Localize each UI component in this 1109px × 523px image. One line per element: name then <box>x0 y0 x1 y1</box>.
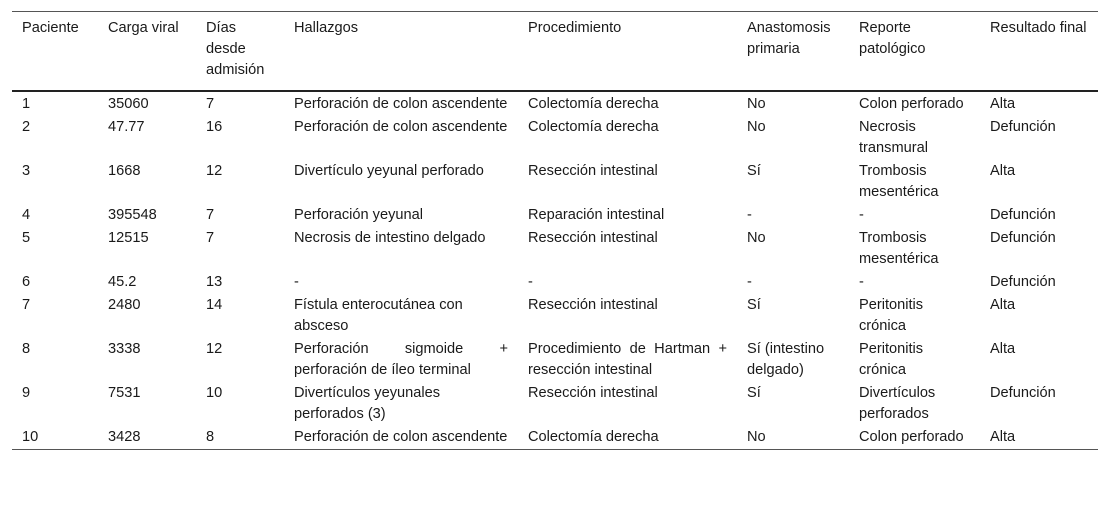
cell-dias: 10 <box>206 385 223 401</box>
cell-reporte: - <box>859 207 864 223</box>
cell-procedimiento: Resección intestinal <box>528 230 658 246</box>
cell-resultado: Alta <box>990 96 1016 112</box>
cell-resultado: Defunción <box>990 119 1056 135</box>
cell-hallazgos: Divertículos yeyunales perforados (3) <box>294 385 441 422</box>
header-procedimiento: Procedimiento <box>528 20 622 36</box>
cell-anastomosis: No <box>747 96 766 112</box>
cell-paciente: 10 <box>22 429 39 445</box>
table-row <box>12 116 1098 160</box>
header-anastomosis-primaria: Anastomosis primaria <box>747 20 831 57</box>
cell-anastomosis: - <box>747 207 752 223</box>
cell-dias: 16 <box>206 119 223 135</box>
cell-reporte: Peritonitis crónica <box>859 297 924 334</box>
table-row <box>12 382 1098 426</box>
cell-reporte: Necrosis transmural <box>859 119 928 156</box>
header-dias-desde-admision: Días desde admisión <box>206 20 265 78</box>
cell-hallazgos: Perforación de colon ascendente <box>294 429 508 445</box>
cell-procedimiento: Colectomía derecha <box>528 96 659 112</box>
cell-procedimiento: Colectomía derecha <box>528 119 659 135</box>
cell-reporte: Divertículos perforados <box>859 385 936 422</box>
cell-carga-viral: 2480 <box>108 297 141 313</box>
cell-dias: 13 <box>206 274 223 290</box>
cell-carga-viral: 12515 <box>108 230 149 246</box>
cell-reporte: Colon perforado <box>859 96 964 112</box>
header-reporte-patologico: Reporte patológico <box>859 20 926 57</box>
header-paciente: Paciente <box>22 20 79 36</box>
cell-paciente: 2 <box>22 119 31 135</box>
cell-anastomosis: - <box>747 274 752 290</box>
cell-anastomosis: Sí <box>747 297 761 313</box>
cell-procedimiento: Resección intestinal <box>528 297 658 313</box>
table-row <box>12 91 1098 116</box>
table-row <box>12 426 1098 450</box>
cell-procedimiento: - <box>528 274 533 290</box>
cell-anastomosis: No <box>747 429 766 445</box>
cell-resultado: Alta <box>990 297 1016 313</box>
table-row <box>12 294 1098 338</box>
cell-dias: 12 <box>206 163 223 179</box>
cell-hallazgos: Perforación sigmoide + perforación de íleo terminal <box>294 341 508 378</box>
header-hallazgos: Hallazgos <box>294 20 359 36</box>
cell-hallazgos: Perforación de colon ascendente <box>294 119 508 135</box>
cell-carga-viral: 7531 <box>108 385 141 401</box>
cell-carga-viral: 47.77 <box>108 119 145 135</box>
cell-resultado: Defunción <box>990 230 1056 246</box>
cell-reporte: Colon perforado <box>859 429 964 445</box>
cell-reporte: Peritonitis crónica <box>859 341 924 378</box>
table-header-row <box>12 12 1098 92</box>
cell-procedimiento: Procedimiento de Hartman + resección intestinal <box>528 341 727 378</box>
cell-resultado: Alta <box>990 429 1016 445</box>
results-table-container <box>12 11 1098 450</box>
cell-procedimiento: Colectomía derecha <box>528 429 659 445</box>
cell-anastomosis: No <box>747 119 766 135</box>
cell-reporte: Trombosis mesentérica <box>859 163 939 200</box>
cell-dias: 7 <box>206 96 215 112</box>
cell-anastomosis: Sí <box>747 385 761 401</box>
cell-carga-viral: 3428 <box>108 429 141 445</box>
cell-anastomosis: No <box>747 230 766 246</box>
cell-paciente: 4 <box>22 207 31 223</box>
cell-dias: 8 <box>206 429 215 445</box>
table-row <box>12 271 1098 294</box>
cell-hallazgos: - <box>294 274 299 290</box>
cell-resultado: Defunción <box>990 274 1056 290</box>
patients-table <box>12 11 1098 450</box>
table-row <box>12 338 1098 382</box>
cell-reporte: - <box>859 274 864 290</box>
cell-reporte: Trombosis mesentérica <box>859 230 939 267</box>
cell-hallazgos: Perforación de colon ascendente <box>294 96 508 112</box>
cell-anastomosis: Sí (intestino delgado) <box>747 341 825 378</box>
cell-paciente: 3 <box>22 163 31 179</box>
cell-carga-viral: 3338 <box>108 341 141 357</box>
cell-hallazgos: Divertículo yeyunal perforado <box>294 163 484 179</box>
table-row <box>12 227 1098 271</box>
cell-resultado: Defunción <box>990 385 1056 401</box>
cell-procedimiento: Reparación intestinal <box>528 207 665 223</box>
cell-carga-viral: 1668 <box>108 163 141 179</box>
cell-anastomosis: Sí <box>747 163 761 179</box>
cell-procedimiento: Resección intestinal <box>528 385 658 401</box>
cell-hallazgos: Necrosis de intestino delgado <box>294 230 486 246</box>
cell-resultado: Alta <box>990 341 1016 357</box>
cell-dias: 14 <box>206 297 223 313</box>
cell-paciente: 5 <box>22 230 31 246</box>
cell-paciente: 9 <box>22 385 31 401</box>
cell-dias: 12 <box>206 341 223 357</box>
cell-resultado: Defunción <box>990 207 1056 223</box>
cell-paciente: 6 <box>22 274 31 290</box>
cell-carga-viral: 45.2 <box>108 274 137 290</box>
cell-resultado: Alta <box>990 163 1016 179</box>
cell-procedimiento: Resección intestinal <box>528 163 658 179</box>
cell-paciente: 1 <box>22 96 31 112</box>
header-carga-viral: Carga viral <box>108 20 179 36</box>
header-resultado-final: Resultado final <box>990 20 1087 36</box>
cell-dias: 7 <box>206 230 215 246</box>
cell-carga-viral: 35060 <box>108 96 149 112</box>
cell-hallazgos: Perforación yeyunal <box>294 207 423 223</box>
cell-dias: 7 <box>206 207 215 223</box>
cell-carga-viral: 395548 <box>108 207 157 223</box>
table-row <box>12 204 1098 227</box>
cell-paciente: 7 <box>22 297 31 313</box>
table-row <box>12 160 1098 204</box>
cell-paciente: 8 <box>22 341 31 357</box>
cell-hallazgos: Fístula enterocutánea con absceso <box>294 297 463 334</box>
